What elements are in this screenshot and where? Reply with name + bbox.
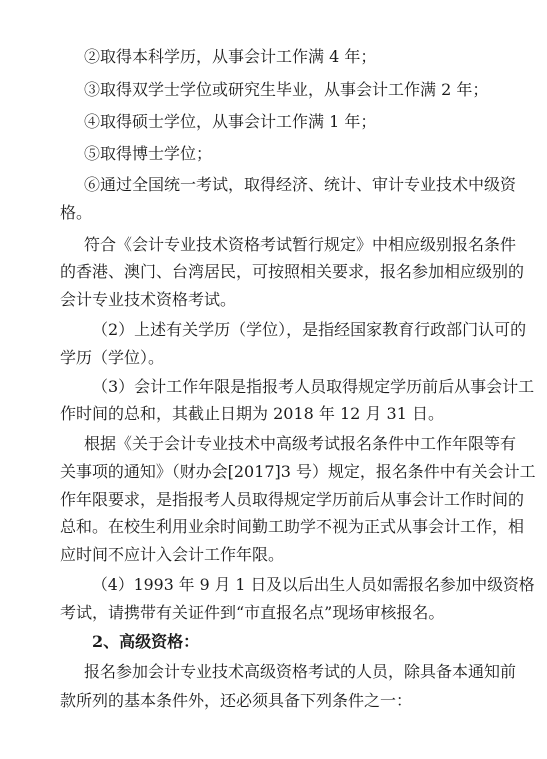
paragraph-hk-line1: 符合《会计专业技术资格考试暂行规定》中相应级别报名条件 [84,235,517,254]
paragraph-hk-line2: 的香港、澳门、台湾居民，可按照相关要求，报名参加相应级别的 [60,262,525,281]
condition-3: ③取得双学士学位或研究生毕业，从事会计工作满 2 年； [84,80,489,99]
paragraph-basis-line1: 根据《关于会计专业技术中高级考试报名条件中工作年限等有 [84,434,517,453]
condition-5: ⑤取得博士学位； [84,144,213,163]
section-heading-senior: 2、高级资格： [92,632,200,651]
condition-6-cont: 格。 [60,203,93,222]
condition-6: ⑥通过全国统一考试，取得经济、统计、审计专业技术中级资 [84,175,517,194]
condition-4: ④取得硕士学位，从事会计工作满 1 年； [84,112,377,131]
paragraph-basis-line4: 总和。在校生利用业余时间勤工助学不视为正式从事会计工作，相 [60,517,525,536]
note-2-line2: 学历（学位）。 [60,348,165,367]
note-3-line1: （3）会计工作年限是指报考人员取得规定学历前后从事会计工 [92,377,535,396]
note-4-line2: 考试，请携带有关证件到“市直报名点”现场审核报名。 [60,603,445,622]
paragraph-basis-line2: 关事项的通知》（财办会[2017]3 号）规定，报名条件中有关会计工 [60,462,536,481]
note-2-line1: （2）上述有关学历（学位），是指经国家教育行政部门认可的 [92,320,527,339]
note-3-line2: 作时间的总和，其截止日期为 2018 年 12 月 31 日。 [60,404,444,423]
note-4-line1: （4）1993 年 9 月 1 日及以后出生人员如需报名参加中级资格 [92,575,535,594]
paragraph-senior-line2: 款所列的基本条件外，还必须具备下列条件之一： [60,691,413,710]
paragraph-basis-line5: 应时间不应计入会计工作年限。 [60,545,285,564]
paragraph-hk-line3: 会计专业技术资格考试。 [60,290,237,309]
paragraph-basis-line3: 作年限要求，是指报考人员取得规定学历前后从事会计工作时间的 [60,490,525,509]
condition-2: ②取得本科学历，从事会计工作满 4 年； [84,47,377,66]
paragraph-senior-line1: 报名参加会计专业技术高级资格考试的人员，除具备本通知前 [84,662,517,681]
